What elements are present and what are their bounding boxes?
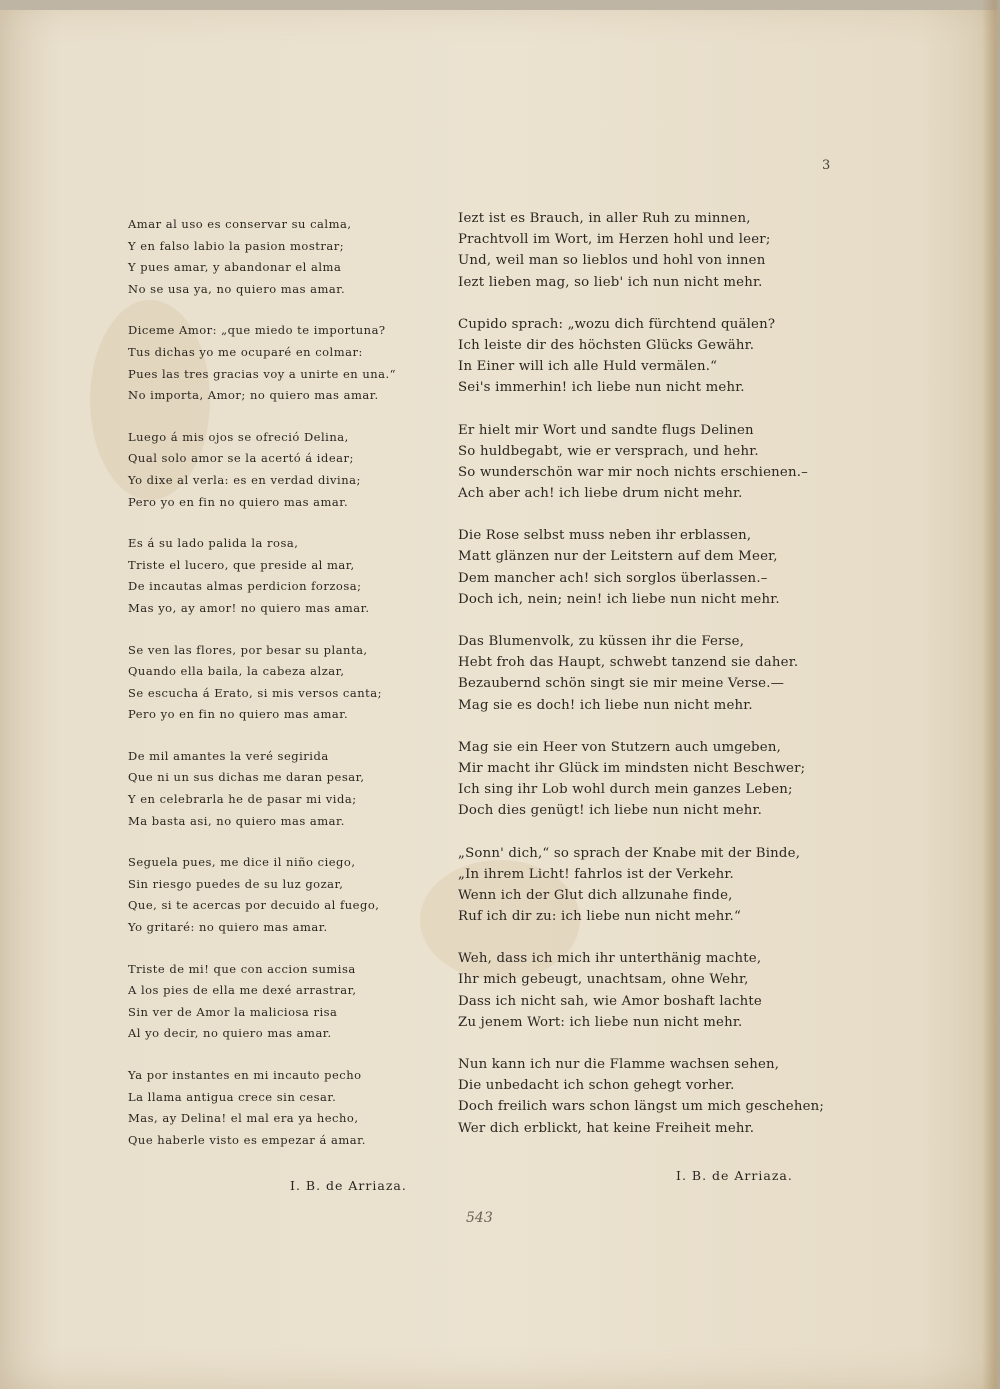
poem-line: Wer dich erblickt, hat keine Freiheit mehr. — [458, 1120, 755, 1136]
poem-line: Que, si te acercas por decuido al fuego, — [128, 898, 380, 913]
poem-line: Weh, dass ich mich ihr unterthänig machte, — [458, 951, 762, 967]
poem-line: Die unbedacht ich schon gehegt vorher. — [458, 1078, 735, 1094]
stanza — [458, 737, 848, 822]
poem-line: Yo dixe al verla: es en verdad divina; — [128, 472, 361, 487]
poem-line: „In ihrem Licht! fahrlos ist der Verkehr. — [458, 866, 734, 882]
poem-line: Matt glänzen nur der Leitstern auf dem Meer, — [458, 549, 778, 565]
poem-line: Pues las tres gracias voy a unirte en una.“ — [128, 366, 397, 381]
poem-line: Bezaubernd schön singt sie mir meine Verse.— — [458, 676, 785, 692]
poem-line: Mag sie es doch! ich liebe nun nicht mehr. — [458, 697, 753, 713]
poem-line: Iezt ist es Brauch, in aller Ruh zu minnen, — [458, 211, 751, 226]
poem-line: Y en falso labio la pasion mostrar; — [128, 238, 345, 253]
poem-line: Das Blumenvolk, zu küssen ihr die Ferse, — [458, 634, 745, 649]
poem-line: No importa, Amor; no quiero mas amar. — [128, 388, 379, 403]
poem-line: Y pues amar, y abandonar el alma — [128, 260, 342, 275]
stanza — [458, 208, 848, 293]
poem-line: Que haberle visto es empezar á amar. — [128, 1132, 366, 1147]
poem-line: Ma basta asi, no quiero mas amar. — [128, 813, 345, 828]
poem-line: Triste de mi! que con accion sumisa — [128, 961, 356, 976]
poem-line: Triste el lucero, que preside al mar, — [128, 557, 355, 572]
stanza — [128, 533, 428, 619]
poem-line: Ach aber ach! ich liebe drum nicht mehr. — [458, 486, 743, 502]
poem-line: Tus dichas yo me ocuparé en colmar: — [128, 344, 363, 359]
poem-line: Mir macht ihr Glück im mindsten nicht Beschwer; — [458, 760, 806, 776]
poem-line: Amar al uso es conservar su calma, — [128, 217, 352, 231]
poem-line: Zu jenem Wort: ich liebe nun nicht mehr. — [458, 1014, 743, 1030]
stanza — [128, 1065, 428, 1151]
poem-line: Ihr mich gebeugt, unachtsam, ohne Wehr, — [458, 972, 749, 988]
stanza — [128, 959, 428, 1045]
poem-line: Hebt froh das Haupt, schwebt tanzend sie daher. — [458, 655, 799, 671]
poem-line: Mas, ay Delina! el mal era ya hecho, — [128, 1111, 359, 1126]
poem-line: No se usa ya, no quiero mas amar. — [128, 281, 346, 296]
poem-line: Quando ella baila, la cabeza alzar, — [128, 664, 345, 679]
poem-line: In Einer will ich alle Huld vermälen.“ — [458, 359, 718, 375]
poem-line: Yo gritaré: no quiero mas amar. — [128, 920, 328, 935]
stanza — [458, 525, 848, 610]
poem-line: Er hielt mir Wort und sandte flugs Delinen — [458, 422, 754, 438]
scan-border-top — [0, 0, 1000, 10]
poem-line: Es á su lado palida la rosa, — [128, 536, 299, 551]
signature-number: 543 — [466, 1210, 493, 1226]
poem-line: Pero yo en fin no quiero mas amar. — [128, 707, 349, 722]
poem-line: Mas yo, ay amor! no quiero mas amar. — [128, 600, 370, 615]
poem-line: Iezt lieben mag, so lieb' ich nun nicht mehr. — [458, 274, 763, 290]
stanza — [128, 852, 428, 938]
stanza — [458, 948, 848, 1033]
spanish-poem-author: I. B. de Arriaza. — [290, 1178, 407, 1193]
stanza — [128, 214, 428, 300]
poem-line: Seguela pues, me dice il niño ciego, — [128, 855, 356, 870]
poem-line: Ya por instantes en mi incauto pecho — [128, 1068, 362, 1082]
poem-line: Se escucha á Erato, si mis versos canta; — [128, 685, 382, 700]
poem-line: A los pies de ella me dexé arrastrar, — [128, 983, 357, 998]
german-poem-author: I. B. de Arriaza. — [676, 1168, 793, 1183]
poem-line: Die Rose selbst muss neben ihr erblassen, — [458, 528, 752, 544]
poem-line: Ruf ich dir zu: ich liebe nun nicht mehr.“ — [458, 909, 741, 925]
poem-line: Luego á mis ojos se ofreció Delina, — [128, 429, 349, 444]
poem-line: Nun kann ich nur die Flamme wachsen sehen, — [458, 1057, 780, 1072]
poem-line: Sin ver de Amor la maliciosa risa — [128, 1004, 338, 1019]
poem-line: Ich sing ihr Lob wohl durch mein ganzes Leben; — [458, 782, 793, 798]
poem-line: Doch dies genügt! ich liebe nun nicht mehr. — [458, 803, 763, 819]
poem-line: Wenn ich der Glut dich allzunahe finde, — [458, 887, 733, 903]
poem-line: Dem mancher ach! sich sorglos überlassen.– — [458, 570, 768, 586]
poem-line: Dass ich nicht sah, wie Amor boshaft lachte — [458, 993, 762, 1009]
poem-line: Ich leiste dir des höchsten Glücks Gewähr. — [458, 337, 755, 353]
poem-line: De mil amantes la veré segirida — [128, 748, 329, 763]
poem-line: So huldbegabt, wie er versprach, und hehr. — [458, 443, 759, 459]
poem-line: Doch freilich wars schon längst um mich geschehen; — [458, 1099, 825, 1115]
poem-line: Pero yo en fin no quiero mas amar. — [128, 494, 349, 509]
poem-line: La llama antigua crece sin cesar. — [128, 1089, 337, 1104]
spanish-poem — [128, 214, 428, 1171]
stanza — [128, 320, 428, 406]
poem-line: Al yo decir, no quiero mas amar. — [128, 1026, 332, 1041]
poem-line: Qual solo amor se la acertó á idear; — [128, 451, 354, 466]
german-poem — [458, 208, 848, 1160]
poem-line: Se ven las flores, por besar su planta, — [128, 642, 368, 657]
stanza — [458, 314, 848, 399]
poem-line: Prachtvoll im Wort, im Herzen hohl und leer; — [458, 232, 771, 248]
poem-line: Que ni un sus dichas me daran pesar, — [128, 770, 365, 785]
stanza — [458, 631, 848, 716]
poem-line: So wunderschön war mir noch nichts erschienen.– — [458, 464, 809, 480]
poem-line: Sei's immerhin! ich liebe nun nicht mehr. — [458, 380, 745, 396]
stanza — [458, 1054, 848, 1139]
page-edge-right — [982, 0, 1000, 1389]
stanza — [128, 746, 428, 832]
poem-line: Und, weil man so lieblos und hohl von innen — [458, 253, 766, 269]
stanza — [128, 427, 428, 513]
poem-line: Doch ich, nein; nein! ich liebe nun nicht mehr. — [458, 591, 780, 607]
stanza — [128, 640, 428, 726]
stanza — [458, 420, 848, 505]
poem-line: Sin riesgo puedes de su luz gozar, — [128, 876, 344, 891]
poem-line: Mag sie ein Heer von Stutzern auch umgeben, — [458, 739, 782, 755]
poem-line: De incautas almas perdicion forzosa; — [128, 579, 362, 594]
poem-line: Y en celebrarla he de pasar mi vida; — [128, 792, 357, 807]
page-number: 3 — [822, 158, 831, 173]
poem-line: Cupido sprach: „wozu dich fürchtend quälen? — [458, 316, 776, 332]
poem-line: Diceme Amor: „que miedo te importuna? — [128, 323, 386, 338]
stanza — [458, 843, 848, 928]
poem-line: „Sonn' dich,“ so sprach der Knabe mit der Binde, — [458, 845, 801, 861]
